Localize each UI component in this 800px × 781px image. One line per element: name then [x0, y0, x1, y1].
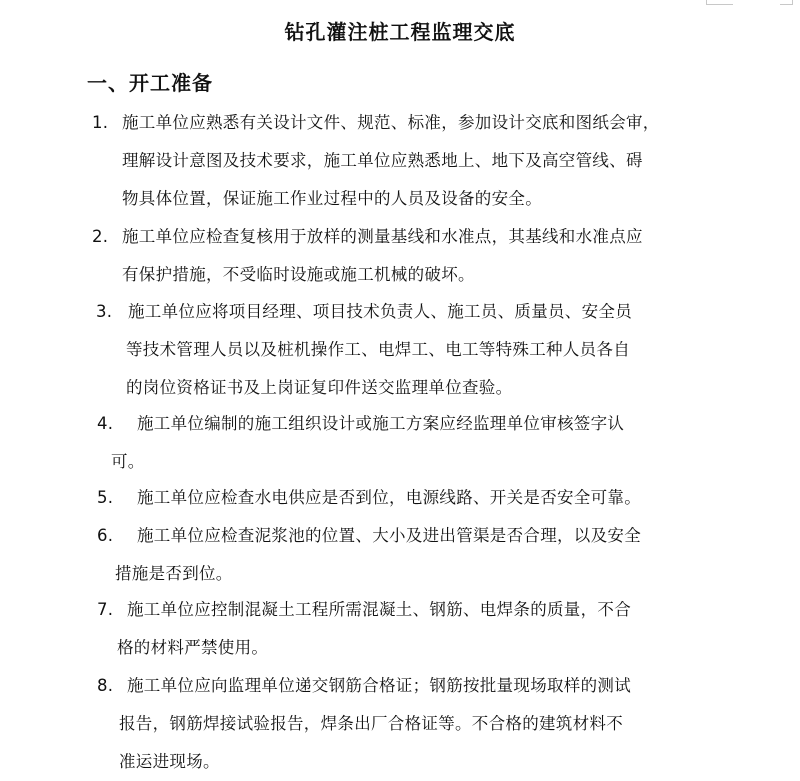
- list-item-text: 施工单位应控制混凝土工程所需混凝土、钢筋、电焊条的质量，不合: [127, 600, 631, 619]
- list-item-line: [97, 517, 641, 555]
- page-corner-mark-left: [706, 0, 733, 5]
- list-item-line: [92, 104, 660, 142]
- list-item-number: 5.: [97, 488, 114, 507]
- list-item-line: 有保护措施，不受临时设施或施工机械的破坏。: [122, 265, 475, 284]
- list-item-number: 7.: [97, 600, 114, 619]
- list-item-text: 施工单位应检查复核用于放样的测量基线和水准点，其基线和水准点应: [122, 227, 643, 246]
- list-item-line: 的岗位资格证书及上岗证复印件送交监理单位查验。: [126, 378, 513, 397]
- document-title: 钻孔灌注桩工程监理交底: [284, 20, 516, 44]
- list-item-number: 4.: [97, 414, 114, 433]
- list-item-1: [92, 104, 660, 218]
- list-item-line: [97, 667, 631, 705]
- list-item-line: 物具体位置，保证施工作业过程中的人员及设备的安全。: [122, 189, 542, 208]
- list-item-8: [97, 667, 631, 781]
- list-item-number: 2.: [92, 227, 109, 246]
- list-item-2: [92, 218, 643, 294]
- section-heading: 一、开工准备: [87, 71, 213, 95]
- list-item-6: [97, 517, 641, 593]
- list-item-3: [96, 293, 632, 407]
- list-item-line: 可。: [111, 452, 145, 471]
- list-item-line: 准运进现场。: [119, 752, 220, 771]
- list-item-number: 6.: [97, 526, 114, 545]
- list-item-4: [97, 405, 624, 481]
- list-item-line: 报告，钢筋焊接试验报告，焊条出厂合格证等。不合格的建筑材料不: [119, 714, 623, 733]
- list-item-text: 施工单位应熟悉有关设计文件、规范、标准，参加设计交底和图纸会审，: [122, 113, 660, 132]
- list-item-line: 格的材料严禁使用。: [117, 638, 269, 657]
- list-item-text: 施工单位编制的施工组织设计或施工方案应经监理单位审核签字认: [137, 414, 625, 433]
- list-item-line: [97, 405, 624, 443]
- page-corner-mark-right: [780, 0, 793, 5]
- list-item-text: 施工单位应向监理单位递交钢筋合格证；钢筋按批量现场取样的测试: [127, 676, 631, 695]
- list-item-number: 3.: [96, 302, 113, 321]
- list-item-line: 等技术管理人员以及桩机操作工、电焊工、电工等特殊工种人员各自: [126, 340, 630, 359]
- list-item-number: 8.: [97, 676, 114, 695]
- list-item-line: 理解设计意图及技术要求，施工单位应熟悉地上、地下及高空管线、碍: [122, 151, 643, 170]
- list-item-line: 措施是否到位。: [115, 564, 233, 583]
- list-item-line: [97, 591, 631, 629]
- list-item-text: 施工单位应检查泥浆池的位置、大小及进出管渠是否合理，以及安全: [137, 526, 641, 545]
- list-item-7: [97, 591, 631, 667]
- list-item-5: [97, 479, 641, 517]
- list-item-text: 施工单位应将项目经理、项目技术负责人、施工员、质量员、安全员: [128, 302, 632, 321]
- list-item-line: [92, 218, 643, 256]
- list-item-line: [96, 293, 632, 331]
- list-item-text: 施工单位应检查水电供应是否到位，电源线路、开关是否安全可靠。: [137, 488, 641, 507]
- list-item-line: [97, 479, 641, 517]
- list-item-number: 1.: [92, 113, 109, 132]
